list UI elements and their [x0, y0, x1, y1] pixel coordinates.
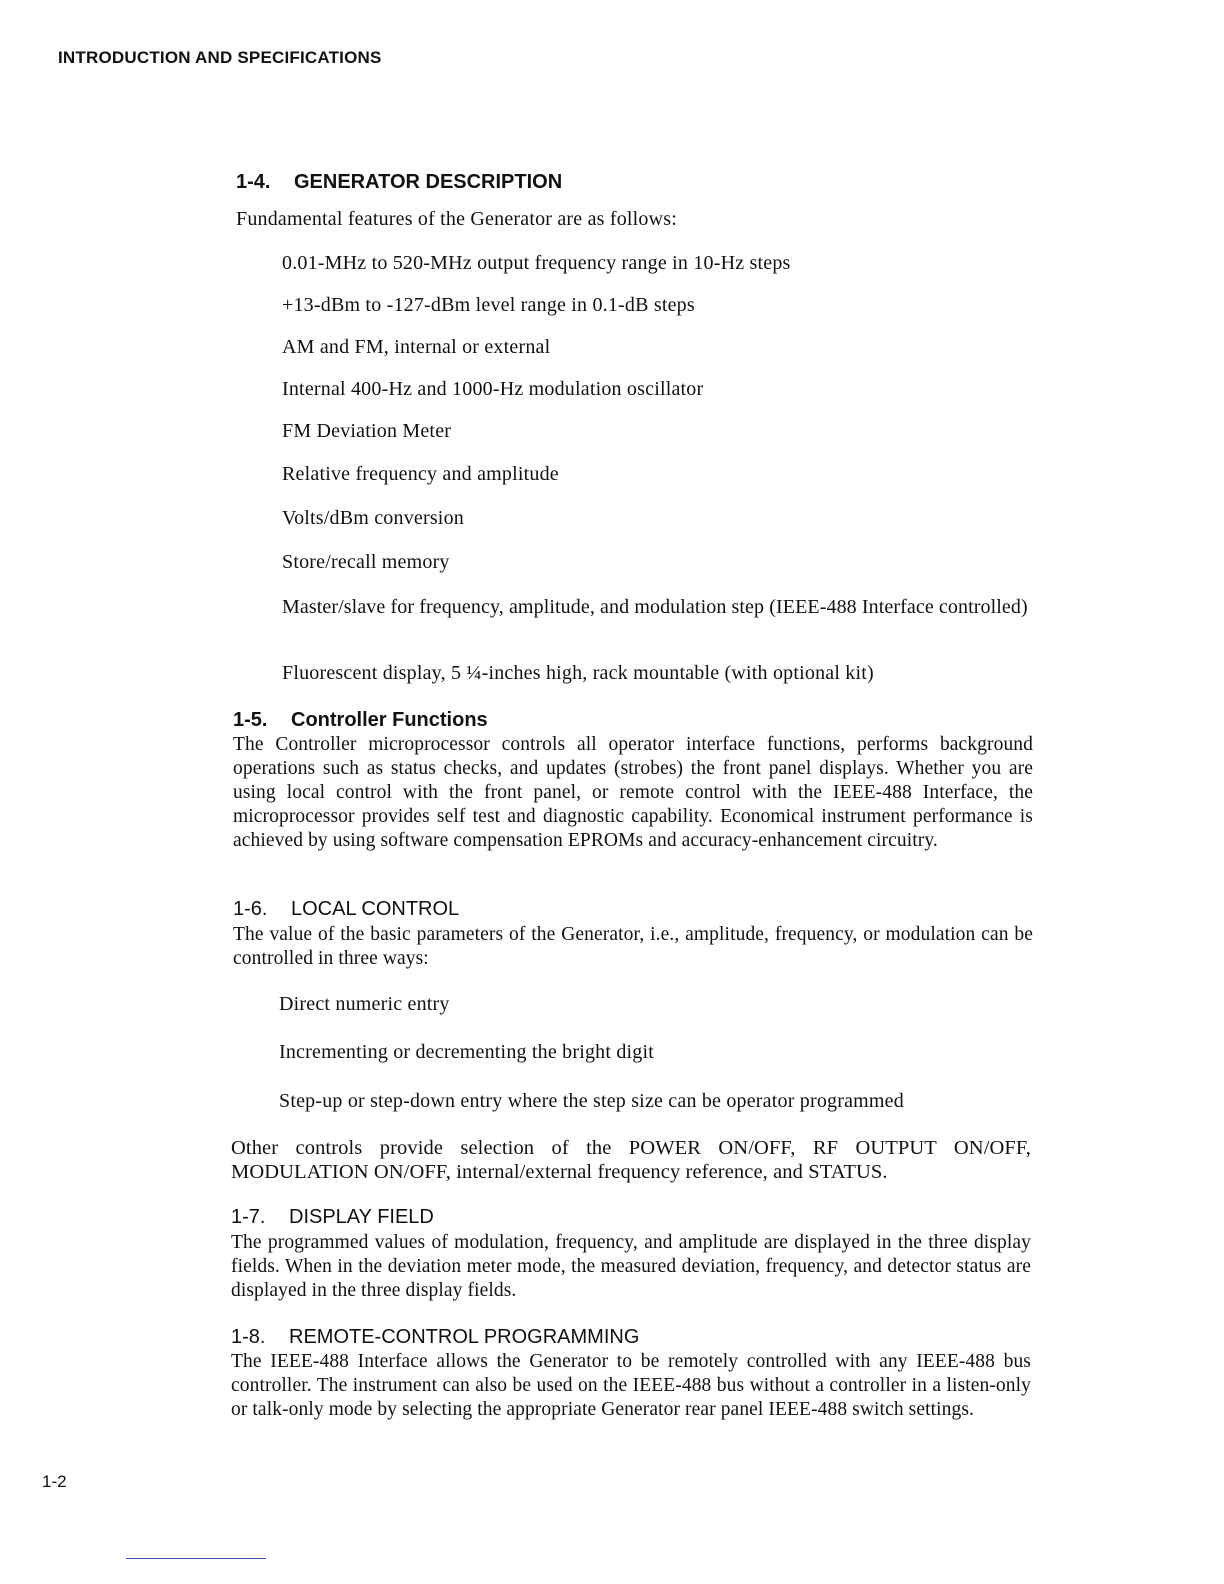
controller-functions-body: The Controller microprocessor controls all operator interface functions, performs background operations such as status checks, and updates (strobes) the front panel displays. Whether you are using local control with the front panel, or remote control with the IEEE-488 Interface, the microprocessor provides self test and diagnostic capability. Economical instrument performance is achieved by using software compensation EPROMs and accuracy-enhancement circuitry. [233, 734, 1033, 851]
section-title: Controller Functions [291, 709, 488, 731]
bottom-rule [126, 1558, 266, 1559]
section-heading-1-5 [233, 709, 488, 732]
section-number: 1-7. [231, 1206, 266, 1228]
section-title: LOCAL CONTROL [291, 898, 460, 920]
section-number: 1-5. [233, 709, 268, 731]
section-heading-1-7 [231, 1206, 434, 1229]
feature-item: Master/slave for frequency, amplitude, and modulation step (IEEE-488 Interface controlled) [282, 596, 1028, 618]
section-heading-1-4 [236, 171, 562, 194]
feature-item: Volts/dBm conversion [282, 507, 464, 529]
feature-item: AM and FM, internal or external [282, 336, 551, 358]
section-number: 1-8. [231, 1326, 266, 1348]
feature-item: +13-dBm to -127-dBm level range in 0.1-dB steps [282, 294, 695, 316]
section-number: 1-4. [236, 171, 271, 193]
control-method-item: Incrementing or decrementing the bright digit [279, 1041, 654, 1063]
section-title: REMOTE-CONTROL PROGRAMMING [289, 1326, 640, 1348]
section-heading-1-6 [233, 898, 459, 921]
section-title: DISPLAY FIELD [289, 1206, 434, 1228]
feature-item: Relative frequency and amplitude [282, 463, 559, 485]
control-method-item: Step-up or step-down entry where the step size can be operator programmed [279, 1090, 904, 1112]
feature-item: FM Deviation Meter [282, 420, 452, 442]
features-intro: Fundamental features of the Generator are as follows: [236, 208, 677, 230]
control-method-item: Direct numeric entry [279, 993, 450, 1015]
feature-item: Internal 400-Hz and 1000-Hz modulation oscillator [282, 378, 704, 400]
page-number: 1-2 [42, 1472, 67, 1491]
other-controls-body: Other controls provide selection of the POWER ON/OFF, RF OUTPUT ON/OFF, MODULATION ON/OFF, internal/external frequency reference, and STATUS. [231, 1137, 1031, 1183]
feature-item: 0.01-MHz to 520-MHz output frequency range in 10-Hz steps [282, 252, 791, 274]
local-control-body: The value of the basic parameters of the Generator, i.e., amplitude, frequency, or modulation can be controlled in three ways: [233, 924, 1033, 969]
section-heading-1-8 [231, 1326, 639, 1349]
remote-control-body: The IEEE-488 Interface allows the Generator to be remotely controlled with any IEEE-488 bus controller. The instrument can also be used on the IEEE-488 bus without a controller in a listen-only or talk-only mode by selecting the appropriate Generator rear panel IEEE-488 switch settings. [231, 1351, 1031, 1420]
section-title: GENERATOR DESCRIPTION [294, 171, 563, 193]
feature-item: Store/recall memory [282, 551, 450, 573]
display-field-body: The programmed values of modulation, frequency, and amplitude are displayed in the three display fields. When in the deviation meter mode, the measured deviation, frequency, and detector status are displayed in the three display fields. [231, 1232, 1031, 1301]
feature-item: Fluorescent display, 5 ¼-inches high, rack mountable (with optional kit) [282, 662, 874, 684]
section-number: 1-6. [233, 898, 268, 920]
running-head: INTRODUCTION AND SPECIFICATIONS [58, 48, 382, 67]
